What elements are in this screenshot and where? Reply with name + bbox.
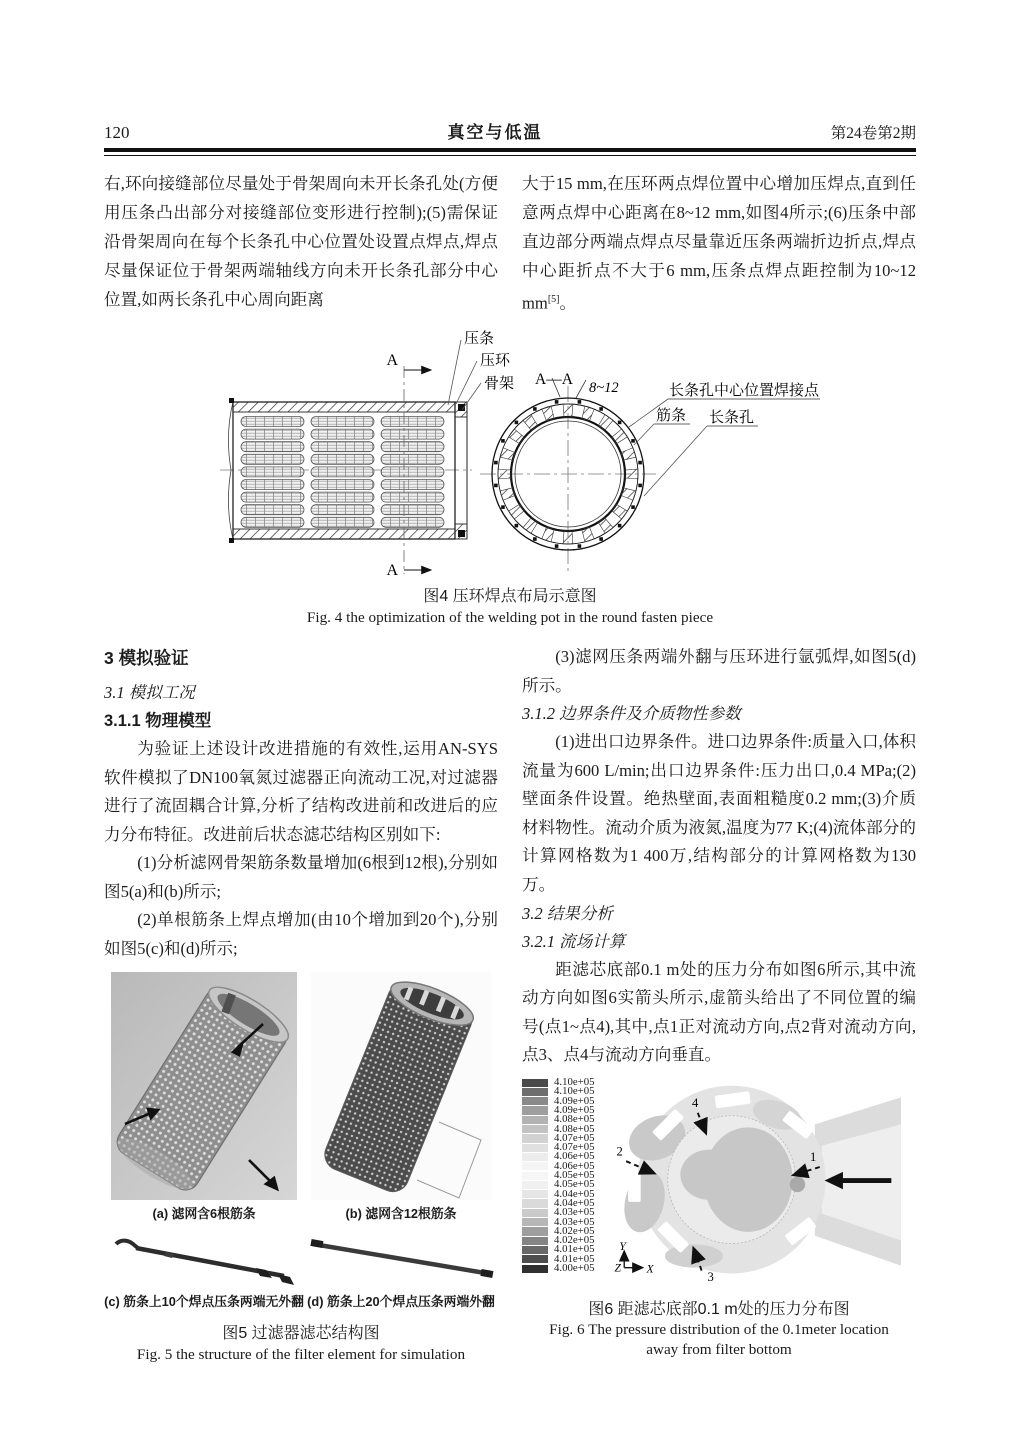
- colorbar-swatch: [522, 1265, 548, 1273]
- colorbar-value: 4.03e+05: [554, 1215, 595, 1228]
- figure5-image-a: [111, 972, 297, 1200]
- paragraph-text: 大于15 mm,在压环两点焊位置中心增加压焊点,直到任意两点焊中心距离在8~12 mm,如图4所示;(6)压条中部直边部分两端点焊点尽量靠近压条两端折边折点,焊点中心距折点不大于6 mm,压条点焊点距控制为10~12 mm: [522, 174, 916, 313]
- label-yatiao: 压条: [464, 330, 495, 347]
- colorbar-value: 4.08e+05: [554, 1122, 595, 1135]
- heading-3-2: 3.2 结果分析: [522, 903, 613, 923]
- paragraph: (1)分析滤网骨架筋条数量增加(6根到12根),分别如图5(a)和(b)所示;: [104, 853, 498, 901]
- volume-issue: 第24卷第2期: [830, 125, 916, 142]
- axis-label-y: Y: [618, 1240, 626, 1254]
- colorbar-swatch: [522, 1199, 548, 1207]
- figure6-caption-en1: Fig. 6 The pressure distribution of the 0.1meter location: [549, 1321, 889, 1339]
- colorbar-value: 4.09e+05: [554, 1103, 595, 1116]
- section-mark-top: A: [386, 351, 398, 369]
- colorbar-value: 4.04e+05: [554, 1196, 595, 1209]
- colorbar-value: 4.02e+05: [554, 1224, 595, 1237]
- figure5-grid: [104, 972, 498, 1222]
- colorbar-value: 4.09e+05: [554, 1094, 595, 1107]
- colorbar: [522, 1078, 595, 1273]
- paragraph: (3)滤网压条两端外翻与压环进行氩弧焊,如图5(d)所示。: [522, 646, 916, 695]
- header-rule-thin: [104, 155, 916, 156]
- figure5-cell-b: [304, 972, 498, 1222]
- point-label-1: 1: [809, 1150, 816, 1165]
- figure5-subcaption-b: (b) 滤网含12根筋条: [345, 1205, 457, 1221]
- colorbar-swatch: [522, 1218, 548, 1226]
- colorbar-value: 4.06e+05: [554, 1150, 595, 1163]
- figure5-cell-c: [104, 1232, 304, 1310]
- colorbar-row: [522, 1261, 595, 1274]
- colorbar-value: 4.00e+05: [554, 1261, 595, 1274]
- right-column-top: [522, 169, 916, 318]
- colorbar-value: 4.08e+05: [554, 1113, 595, 1126]
- colorbar-swatch: [522, 1079, 548, 1087]
- colorbar-swatch: [522, 1134, 548, 1142]
- heading-3-1-2: 3.1.2 边界条件及介质物性参数: [522, 704, 741, 724]
- point-label-4: 4: [691, 1096, 698, 1111]
- colorbar-swatch: [522, 1190, 548, 1198]
- colorbar-swatch: [522, 1246, 548, 1254]
- figure5-cell-d: [304, 1232, 498, 1310]
- figure4-caption-zh: 图4 压环焊点布局示意图: [423, 587, 597, 605]
- figure5-grid-rods: [104, 1232, 498, 1310]
- figure5-caption-zh: 图5 过滤器滤芯结构图: [222, 1324, 380, 1342]
- paragraph: 右,环向接缝部位尽量处于骨架周向未开长条孔处(方便用压条凸出部分对接缝部位变形进行控制);(5)需保证沿骨架周向在每个长条孔中心位置处设置点焊点,焊点尽量保证位于骨架两端轴线方向未开长条孔部分中心位置,如两长条孔中心周向距离: [104, 174, 498, 310]
- colorbar-swatch: [522, 1144, 548, 1152]
- figure5-subcaption-a: (a) 滤网含6根筋条: [152, 1205, 256, 1221]
- page-number: 120: [104, 123, 130, 142]
- colorbar-value: 4.07e+05: [554, 1141, 595, 1154]
- header-rule-thick: [104, 148, 916, 152]
- colorbar-value: 4.05e+05: [554, 1169, 595, 1182]
- heading-3-1: 3.1 模拟工况: [104, 682, 195, 702]
- left-column-main: [104, 643, 498, 1364]
- point-label-2: 2: [616, 1144, 623, 1159]
- colorbar-value: 4.06e+05: [554, 1159, 595, 1172]
- colorbar-value: 4.04e+05: [554, 1187, 595, 1200]
- figure6-caption-en2: away from filter bottom: [646, 1341, 792, 1359]
- point-label-3: 3: [707, 1270, 714, 1285]
- paragraph: 为验证上述设计改进措施的有效性,运用AN-SYS软件模拟了DN100氧氮过滤器正向流动工况,对过滤器进行了流固耦合计算,分析了结构改进前和改进后的应力分布特征。改进前后状态滤芯结构区别如下:: [104, 738, 498, 844]
- figure5-caption-en: Fig. 5 the structure of the filter element for simulation: [136, 1345, 466, 1363]
- figure5-subcaption-d: (d) 筋条上20个焊点压条两端外翻: [307, 1293, 495, 1309]
- figure6-contour: [601, 1076, 901, 1288]
- fig4-section-view: [480, 371, 820, 574]
- section-name: A—A: [535, 370, 573, 388]
- colorbar-value: 4.03e+05: [554, 1206, 595, 1219]
- paragraph: [522, 169, 916, 318]
- paragraph: (1)进出口边界条件。进口边界条件:质量入口,体积流量为600 L/min;出口边界条件:压力出口,0.4 MPa;(2)壁面条件设置。绝热壁面,表面粗糙度0.2 mm;(3)介质材料物性。流动介质为液氮,温度为77 K;(4)流体部分的计算网格数为1 400万,结构部分的计算网格数为130万。: [522, 732, 916, 895]
- figure6-caption-zh: 图6 距滤芯底部0.1 m处的压力分布图: [588, 1301, 850, 1319]
- colorbar-swatch: [522, 1116, 548, 1124]
- reference-superscript: [5]: [547, 294, 560, 306]
- colorbar-swatch: [522, 1088, 548, 1096]
- page-content: [104, 118, 916, 1364]
- figure5-image-c: [106, 1232, 302, 1288]
- label-changtiaokong: 长条孔: [709, 409, 755, 426]
- colorbar-swatch: [522, 1106, 548, 1114]
- figure6: [522, 1076, 916, 1288]
- colorbar-swatch: [522, 1227, 548, 1235]
- text-row-top: [104, 169, 916, 318]
- colorbar-swatch: [522, 1097, 548, 1105]
- figure5-image-b: [311, 972, 491, 1200]
- heading-3-1-1: 3.1.1 物理模型: [104, 711, 212, 730]
- axis-label-z: Z: [614, 1261, 621, 1275]
- label-jintiao: 筋条: [656, 407, 687, 424]
- right-column-main: [522, 643, 916, 1364]
- label-weld-point: 长条孔中心位置焊接点: [669, 382, 820, 399]
- label-yahuan: 压环: [480, 352, 511, 369]
- heading-3: 3 模拟验证: [104, 647, 189, 668]
- figure4: [104, 324, 916, 627]
- colorbar-swatch: [522, 1255, 548, 1263]
- left-column-top: [104, 169, 498, 318]
- paragraph-text: 。: [559, 293, 577, 313]
- figure5-cell-a: [104, 972, 304, 1222]
- heading-3-2-1: 3.2.1 流场计算: [522, 931, 626, 951]
- label-gujia: 骨架: [484, 375, 515, 392]
- fig4-slot-grid: [241, 416, 444, 527]
- figure4-drawing: [104, 324, 916, 576]
- colorbar-swatch: [522, 1172, 548, 1180]
- text-row-main: [104, 643, 916, 1364]
- figure4-caption-en: Fig. 4 the optimization of the welding pot in the round fasten piece: [306, 608, 714, 626]
- colorbar-value: 4.10e+05: [554, 1076, 595, 1089]
- colorbar-swatch: [522, 1153, 548, 1161]
- paragraph: (2)单根筋条上焊点增加(由10个增加到20个),分别如图5(c)和(d)所示;: [104, 910, 498, 959]
- paragraph: 距滤芯底部0.1 m处的压力分布如图6所示,其中流动方向如图6实箭头所示,虚箭头给出了不同位置的编号(点1~点4),其中,点1正对流动方向,点2背对流动方向,点3、点4与流动方向垂直。: [522, 959, 916, 1065]
- colorbar-swatch: [522, 1125, 548, 1133]
- colorbar-value: 4.01e+05: [554, 1252, 595, 1265]
- colorbar-value: 4.01e+05: [554, 1243, 595, 1256]
- colorbar-value: 4.10e+05: [554, 1085, 595, 1098]
- page-header: [104, 118, 916, 143]
- figure6-captions: [522, 1296, 916, 1359]
- colorbar-value: 4.07e+05: [554, 1131, 595, 1144]
- colorbar-swatch: [522, 1162, 548, 1170]
- fig4-left-view: [220, 330, 514, 576]
- figure5: [104, 972, 498, 1364]
- journal-title: 真空与低温: [447, 123, 543, 142]
- colorbar-value: 4.05e+05: [554, 1178, 595, 1191]
- figure5-subcaption-c: (c) 筋条上10个焊点压条两端无外翻: [104, 1293, 304, 1309]
- figure5-image-d: [303, 1232, 499, 1288]
- colorbar-swatch: [522, 1209, 548, 1217]
- colorbar-value: 4.02e+05: [554, 1234, 595, 1247]
- axis-label-x: X: [646, 1262, 654, 1276]
- colorbar-swatch: [522, 1181, 548, 1189]
- section-mark-bottom: A: [386, 561, 398, 576]
- dim-label: 8~12: [589, 379, 619, 396]
- colorbar-swatch: [522, 1237, 548, 1245]
